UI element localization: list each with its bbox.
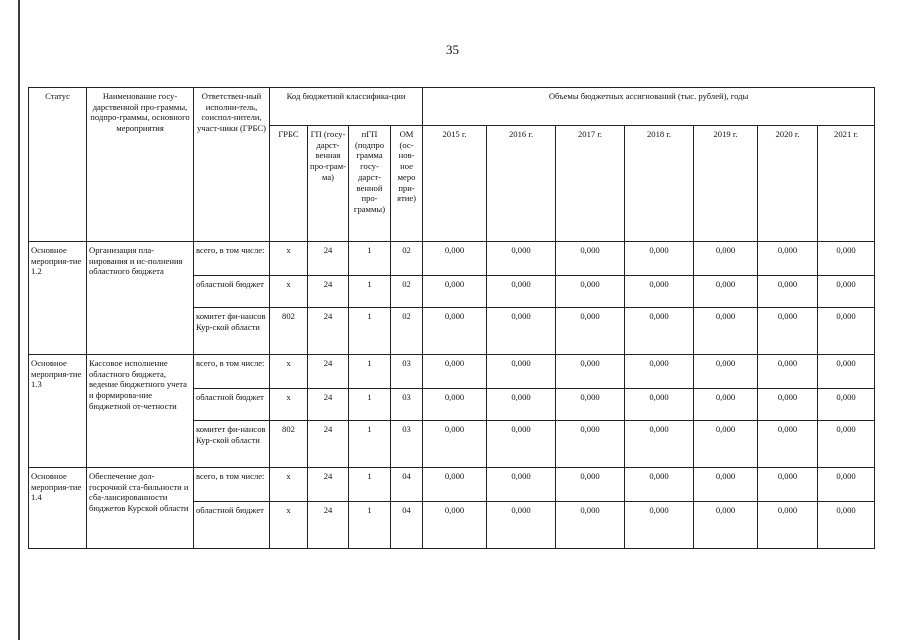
header-om: ОМ (ос-нов-ное меро при-ятие) [391,126,423,242]
value-cell: 0,000 [556,276,625,308]
header-year-2019: 2019 г. [694,126,758,242]
pgp-cell: 1 [349,308,391,355]
gp-cell: 24 [308,355,349,389]
pgp-cell: 1 [349,468,391,502]
executor-cell: комитет фи-нансов Кур-ской области [194,308,270,355]
executor-cell: всего, в том числе: [194,242,270,276]
value-cell: 0,000 [625,389,694,421]
table-row [29,355,875,389]
value-cell: 0,000 [818,468,875,502]
header-status: Статус [29,88,87,242]
value-cell: 0,000 [487,308,556,355]
value-cell: 0,000 [423,355,487,389]
value-cell: 0,000 [694,242,758,276]
header-grbs: ГРБС [270,126,308,242]
value-cell: 0,000 [625,242,694,276]
value-cell: 0,000 [625,308,694,355]
value-cell: 0,000 [694,502,758,549]
value-cell: 0,000 [625,421,694,468]
value-cell: 0,000 [625,276,694,308]
gp-cell: 24 [308,308,349,355]
grbs-cell: 802 [270,308,308,355]
om-cell: 03 [391,389,423,421]
value-cell: 0,000 [556,242,625,276]
value-cell: 0,000 [818,308,875,355]
om-cell: 04 [391,502,423,549]
gp-cell: 24 [308,421,349,468]
value-cell: 0,000 [694,468,758,502]
gp-cell: 24 [308,389,349,421]
header-year-2018: 2018 г. [625,126,694,242]
value-cell: 0,000 [758,389,818,421]
executor-cell: областной бюджет [194,502,270,549]
value-cell: 0,000 [487,502,556,549]
value-cell: 0,000 [556,502,625,549]
value-cell: 0,000 [556,308,625,355]
status-cell: Основное мероприя-тие 1.3 [29,355,87,468]
value-cell: 0,000 [487,242,556,276]
value-cell: 0,000 [556,421,625,468]
value-cell: 0,000 [423,421,487,468]
value-cell: 0,000 [423,308,487,355]
grbs-cell: x [270,502,308,549]
value-cell: 0,000 [818,276,875,308]
grbs-cell: x [270,242,308,276]
pgp-cell: 1 [349,242,391,276]
executor-cell: областной бюджет [194,389,270,421]
value-cell: 0,000 [818,355,875,389]
grbs-cell: x [270,389,308,421]
value-cell: 0,000 [758,502,818,549]
header-year-2015: 2015 г. [423,126,487,242]
value-cell: 0,000 [487,355,556,389]
value-cell: 0,000 [423,242,487,276]
value-cell: 0,000 [423,389,487,421]
value-cell: 0,000 [487,468,556,502]
om-cell: 02 [391,242,423,276]
pgp-cell: 1 [349,276,391,308]
grbs-cell: x [270,355,308,389]
table-row [29,468,875,502]
value-cell: 0,000 [694,421,758,468]
gp-cell: 24 [308,468,349,502]
value-cell: 0,000 [758,276,818,308]
header-year-2016: 2016 г. [487,126,556,242]
status-cell: Основное мероприя-тие 1.2 [29,242,87,355]
page-number: 35 [446,42,459,57]
grbs-cell: 802 [270,421,308,468]
grbs-cell: x [270,468,308,502]
name-cell: Организация пла-нирования и ис-полнения областного бюджета [87,242,194,355]
om-cell: 04 [391,468,423,502]
executor-cell: областной бюджет [194,276,270,308]
executor-cell: всего, в том числе: [194,355,270,389]
executor-cell: комитет фи-нансов Кур-ской области [194,421,270,468]
gp-cell: 24 [308,242,349,276]
value-cell: 0,000 [818,389,875,421]
executor-cell: всего, в том числе: [194,468,270,502]
om-cell: 03 [391,421,423,468]
value-cell: 0,000 [758,421,818,468]
value-cell: 0,000 [423,276,487,308]
table-row [29,242,875,276]
value-cell: 0,000 [694,308,758,355]
pgp-cell: 1 [349,502,391,549]
value-cell: 0,000 [423,468,487,502]
value-cell: 0,000 [487,389,556,421]
value-cell: 0,000 [694,355,758,389]
value-cell: 0,000 [556,389,625,421]
name-cell: Обеспечение дол-госрочной ста-бильности и сба-лансированности бюджетов Курской области [87,468,194,549]
pgp-cell: 1 [349,355,391,389]
header-name: Наименование госу-дарственной про-граммы, подпро-граммы, основного мероприятия [87,88,194,242]
header-year-2021: 2021 г. [818,126,875,242]
value-cell: 0,000 [818,502,875,549]
value-cell: 0,000 [694,276,758,308]
value-cell: 0,000 [694,389,758,421]
pgp-cell: 1 [349,389,391,421]
value-cell: 0,000 [487,276,556,308]
value-cell: 0,000 [556,468,625,502]
header-year-2020: 2020 г. [758,126,818,242]
value-cell: 0,000 [818,421,875,468]
value-cell: 0,000 [758,355,818,389]
name-cell: Кассовое исполнение областного бюджета, ведение бюджетного учета и формирова-ние бюджетной от-четности [87,355,194,468]
value-cell: 0,000 [423,502,487,549]
budget-table [28,87,875,549]
om-cell: 02 [391,308,423,355]
value-cell: 0,000 [758,308,818,355]
value-cell: 0,000 [625,502,694,549]
header-responsible: Ответствен-ный исполни-тель, соиспол-нители, участ-ники (ГРБС) [194,88,270,242]
header-year-2017: 2017 г. [556,126,625,242]
value-cell: 0,000 [625,468,694,502]
value-cell: 0,000 [625,355,694,389]
pgp-cell: 1 [349,421,391,468]
status-cell: Основное мероприя-тие 1.4 [29,468,87,549]
header-budget-code: Код бюджетной классифика-ции [270,88,423,126]
om-cell: 02 [391,276,423,308]
header-pgp: пГП (подпро грамма госу-дарст-венной про-граммы) [349,126,391,242]
value-cell: 0,000 [758,468,818,502]
gp-cell: 24 [308,502,349,549]
value-cell: 0,000 [818,242,875,276]
header-row-1 [29,88,875,126]
value-cell: 0,000 [487,421,556,468]
gp-cell: 24 [308,276,349,308]
value-cell: 0,000 [556,355,625,389]
header-gp: ГП (госу-дарст-венная про-грам-ма) [308,126,349,242]
value-cell: 0,000 [758,242,818,276]
om-cell: 03 [391,355,423,389]
header-volumes: Объемы бюджетных ассигнований (тыс. рублей), годы [423,88,875,126]
grbs-cell: x [270,276,308,308]
page-edge-line [18,0,20,640]
